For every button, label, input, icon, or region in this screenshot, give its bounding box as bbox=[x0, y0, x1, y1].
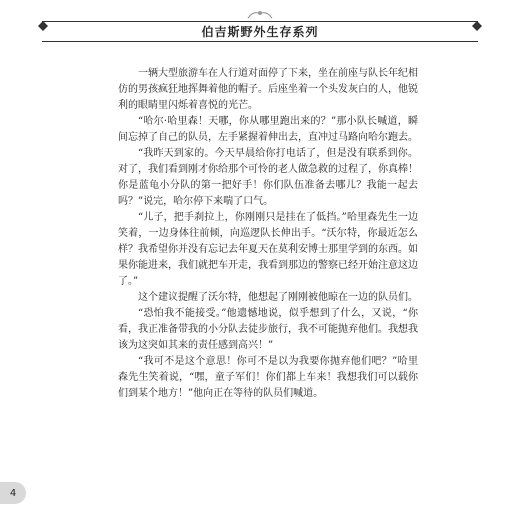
header-rule-top bbox=[42, 21, 478, 22]
book-logo-icon bbox=[246, 8, 274, 20]
paragraph: 一辆大型旅游车在人行道对面停了下来，坐在前座与队长年纪相仿的男孩疯狂地挥舞着他的帽子。后座坐着一个头发灰白的人，他锐利的眼睛里闪烁着喜悦的光芒。 bbox=[118, 68, 418, 111]
body-text bbox=[118, 66, 418, 402]
paragraph: “我可不是这个意思！你可不是以为我要你抛弃他们吧？”哈里森先生笑着说，“嘿，童子军们！你们都上车来！我想我们可以载你们到某个地方！”他向正在等待的队员们喊道。 bbox=[118, 356, 418, 399]
series-title: 伯吉斯野外生存系列 bbox=[201, 25, 319, 39]
paragraph: “我昨天到家的。今天早晨给你打电话了，但是没有联系到你。对了，我们看到刚才你给那个可怜的老人做急救的过程了，你真棒！你是蓝龟小分队的第一把好手！你们队伍准备去哪儿？我能一起去吗？”说完，哈尔停下来喘了口气。 bbox=[118, 148, 418, 207]
paragraph: “恐怕我不能接受。”他遗憾地说，似乎想到了什么，又说，“你看，我正准备带我的小分队去徒步旅行，我不可能抛弃他们。我想我该为这突如其来的责任感到高兴！” bbox=[118, 308, 418, 351]
page-number: 4 bbox=[0, 482, 26, 504]
running-header bbox=[0, 8, 520, 48]
paragraph: “哈尔·哈里森！天哪，你从哪里跑出来的？”那小队长喊道，瞬间忘掉了自己的队员，左手紧握着伸出去，直冲过马路向哈尔跑去。 bbox=[118, 116, 418, 143]
header-rule-bottom bbox=[42, 41, 478, 42]
paragraph: 这个建议提醒了沃尔特，他想起了刚刚被他晾在一边的队员们。 bbox=[138, 292, 418, 303]
paragraph: “儿子，把手刹拉上，你刚刚只是挂在了低挡。”哈里森先生一边笑着，一边身体往前倾，向巡逻队长伸出手。“沃尔特，你最近怎么样？我希望你并没有忘记去年夏天在莫利安博士那里学到的东西。如果你能进来，我们就把车开走，我看到那边的警察已经开始注意这边了。” bbox=[118, 212, 418, 287]
